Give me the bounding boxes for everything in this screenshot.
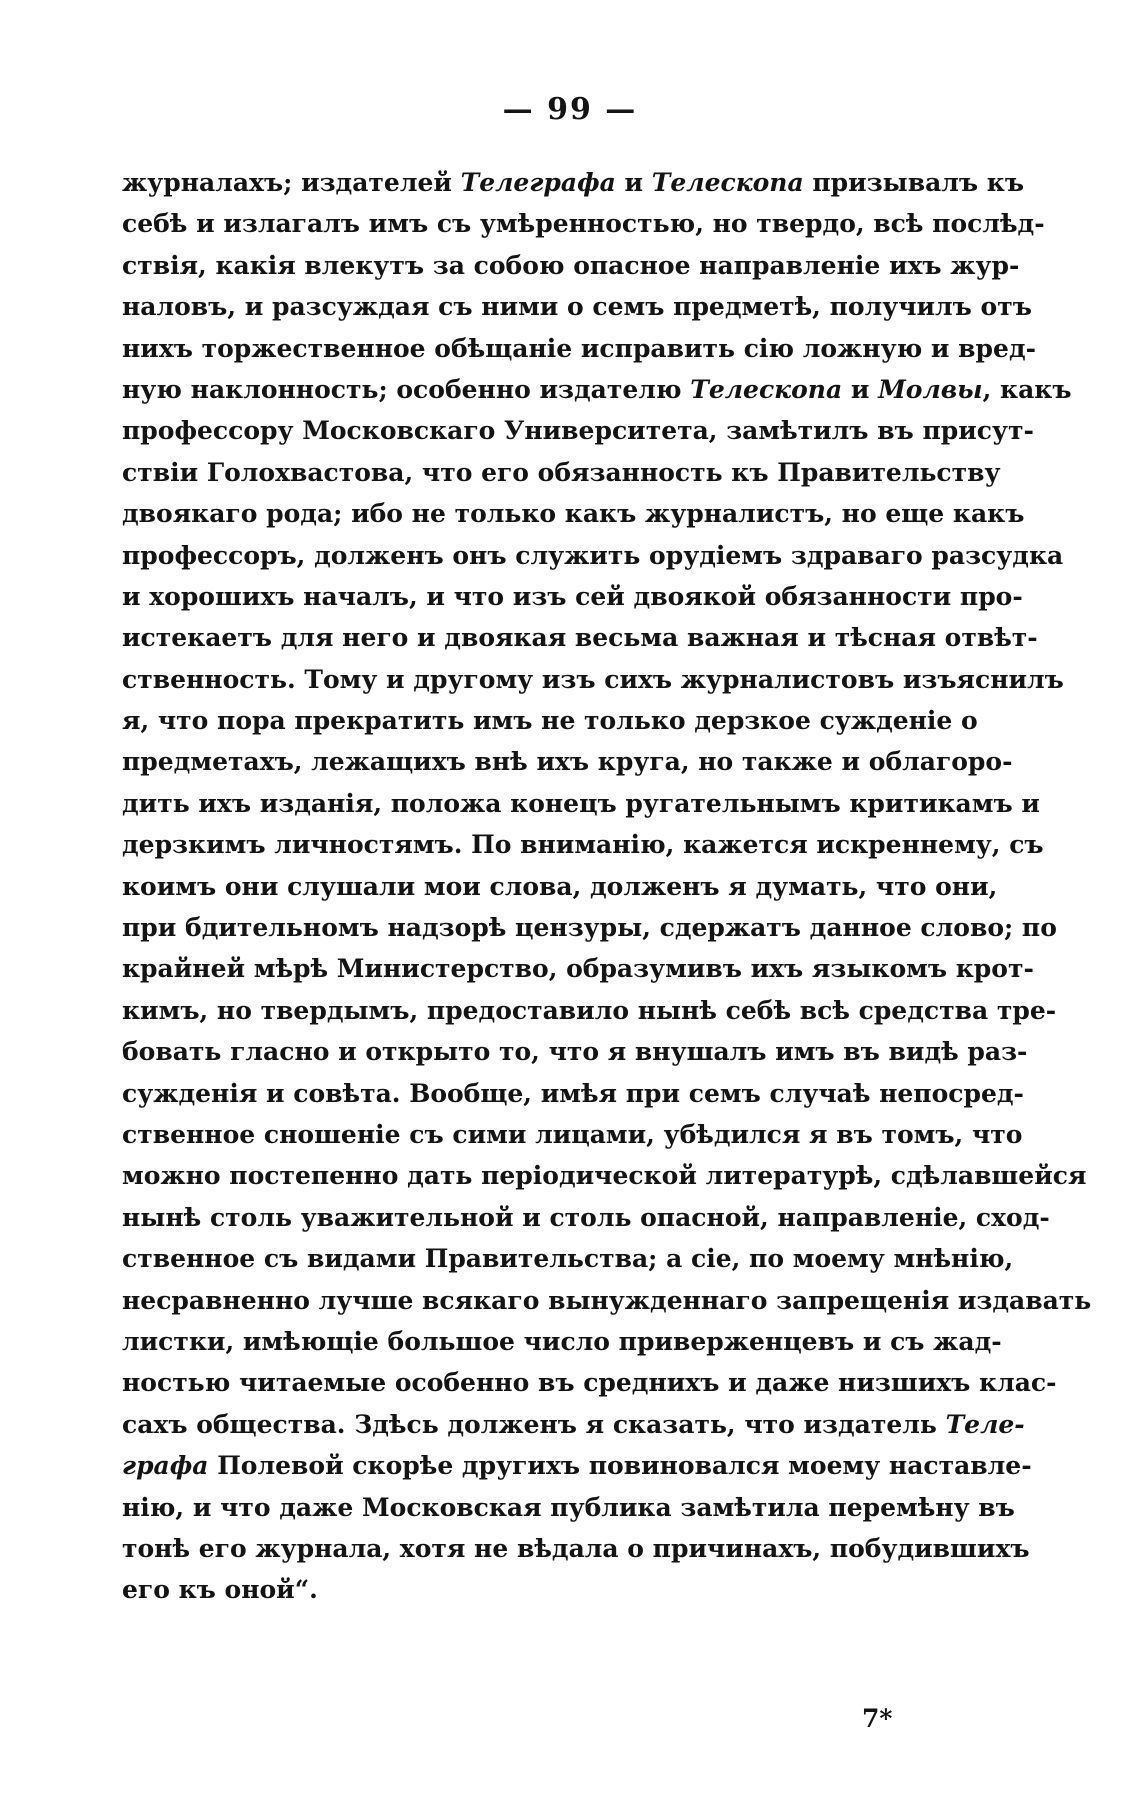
text-segment: сахъ общества. Здѣсь долженъ я сказать, что издатель — [122, 1409, 946, 1439]
text-segment: бовать гласно и открыто то, что я внушалъ имъ въ видѣ раз- — [122, 1037, 1028, 1067]
text-line — [122, 659, 1064, 700]
text-segment: призывалъ къ — [803, 168, 1025, 197]
text-line — [122, 286, 1032, 327]
text-line — [122, 452, 1001, 493]
text-segment: ственное сношеніе съ сими лицами, убѣдился я въ томъ, что — [122, 1119, 1023, 1149]
text-segment: журналахъ; издателей — [122, 168, 461, 197]
text-line — [122, 245, 1020, 286]
text-line — [122, 741, 1013, 782]
text-line — [122, 824, 1044, 865]
text-line — [122, 1569, 964, 1610]
text-line — [122, 162, 1025, 203]
text-segment: я, что пора прекратить имъ не только дерзкое сужденіе о — [122, 706, 978, 736]
text-segment: при бдительномъ надзорѣ цензуры, сдержатъ данное слово; по — [122, 913, 1057, 943]
italic-text: Телеграфа — [460, 168, 616, 197]
text-line — [122, 1404, 1025, 1445]
text-segment: предметахъ, лежащихъ внѣ ихъ круга, но также и облагоро- — [122, 747, 1013, 777]
text-segment: ственность. Тому и другому изъ сихъ журналистовъ изъяснилъ — [122, 664, 1064, 694]
text-segment: кимъ, но твердымъ, предоставило нынѣ себѣ всѣ средства тре- — [122, 995, 1057, 1025]
text-line — [122, 1238, 1014, 1279]
text-segment: несравненно лучше всякаго вынужденнаго запрещенія издавать — [122, 1285, 1092, 1315]
italic-text: Телескопа — [690, 374, 843, 404]
text-line — [122, 617, 1038, 658]
text-segment: его къ оной“. — [122, 1575, 318, 1605]
text-segment: тонѣ его журнала, хотя не вѣдала о причинахъ, побудившихъ — [122, 1533, 1030, 1563]
signature-mark: 7* — [862, 1704, 893, 1733]
body-text — [122, 162, 1092, 1611]
text-segment: дерзкимъ личностямъ. По вниманію, кажется искреннему, съ — [122, 830, 1044, 860]
text-segment: нію, и что даже Московская публика замѣтила перемѣну въ — [122, 1492, 1015, 1522]
text-line — [122, 866, 998, 907]
text-segment: ностью читаемые особенно въ среднихъ и даже низшихъ клас- — [122, 1368, 1057, 1398]
text-segment: ствіи Голохвастова, что его обязанность къ Правительству — [122, 457, 1001, 487]
text-line — [122, 1114, 1023, 1155]
text-segment: нынѣ столь уважительной и столь опасной, направленіе, сход- — [122, 1202, 1050, 1232]
text-line — [122, 1280, 1092, 1321]
text-segment: истекаетъ для него и двоякая весьма важная и тѣсная отвѣт- — [122, 623, 1038, 653]
text-line — [122, 369, 1072, 410]
text-line — [122, 783, 1040, 824]
text-line — [122, 1528, 1030, 1569]
text-line — [122, 1073, 1024, 1114]
text-segment: дить ихъ изданія, положа конецъ ругательнымъ критикамъ и — [122, 788, 1040, 818]
text-line — [122, 1031, 1028, 1072]
text-segment: профессоръ, долженъ онъ служить орудіемъ здраваго разсудка — [122, 540, 1064, 570]
text-line — [122, 410, 1034, 451]
text-line — [122, 907, 1057, 948]
text-line — [122, 1197, 1050, 1238]
text-line — [122, 535, 1064, 576]
text-segment: себѣ и излагалъ имъ съ умѣренностью, но твердо, всѣ послѣд- — [122, 209, 1045, 239]
text-line — [122, 493, 1025, 534]
italic-text: Молвы — [878, 374, 983, 404]
text-line — [122, 203, 1045, 244]
text-segment: профессору Московскаго Университета, замѣтилъ въ присут- — [122, 416, 1034, 446]
text-segment: крайней мѣрѣ Министерство, образумивъ ихъ языкомъ крот- — [122, 954, 1034, 984]
text-line — [122, 948, 1034, 989]
text-line — [122, 328, 1036, 369]
text-segment: ственное съ видами Правительства; а сіе, по моему мнѣнію, — [122, 1244, 1014, 1274]
text-segment: ствія, какія влекутъ за собою опасное направленіе ихъ жур- — [122, 250, 1020, 280]
text-segment: можно постепенно дать періодической литературѣ, сдѣлавшейся — [122, 1161, 1087, 1191]
text-line — [122, 1155, 1087, 1196]
text-segment: , какъ — [982, 374, 1072, 404]
italic-text: Теле- — [945, 1409, 1025, 1439]
text-segment: коимъ они слушали мои слова, долженъ я думать, что они, — [122, 871, 998, 901]
text-segment: листки, имѣющіе большое число приверженцевъ и съ жад- — [122, 1326, 1002, 1356]
text-segment: сужденія и совѣта. Вообще, имѣя при семъ случаѣ непосред- — [122, 1078, 1024, 1108]
text-segment: нихъ торжественное обѣщаніе исправить сію ложную и вред- — [122, 333, 1036, 363]
text-segment: и — [842, 374, 879, 404]
text-line — [122, 1487, 1015, 1528]
text-segment: наловъ, и разсуждая съ ними о семъ предметѣ, получилъ отъ — [122, 292, 1032, 322]
text-line — [122, 576, 1023, 617]
text-line — [122, 1321, 1002, 1362]
page-number: — 99 — — [502, 92, 638, 127]
text-line — [122, 990, 1057, 1031]
italic-text: графа — [122, 1451, 209, 1481]
text-segment: Полевой скорѣе другихъ повиновался моему наставле- — [208, 1451, 1032, 1481]
text-segment: двоякаго рода; ибо не только какъ журналистъ, но еще какъ — [122, 499, 1025, 529]
text-line — [122, 1362, 1057, 1403]
text-segment: ную наклонность; особенно издателю — [122, 374, 691, 404]
text-line — [122, 700, 978, 741]
text-segment: и хорошихъ началъ, и что изъ сей двоякой обязанности про- — [122, 581, 1023, 611]
italic-text: Телескопа — [651, 168, 804, 197]
text-segment: и — [615, 168, 652, 197]
text-line — [122, 1445, 1032, 1486]
